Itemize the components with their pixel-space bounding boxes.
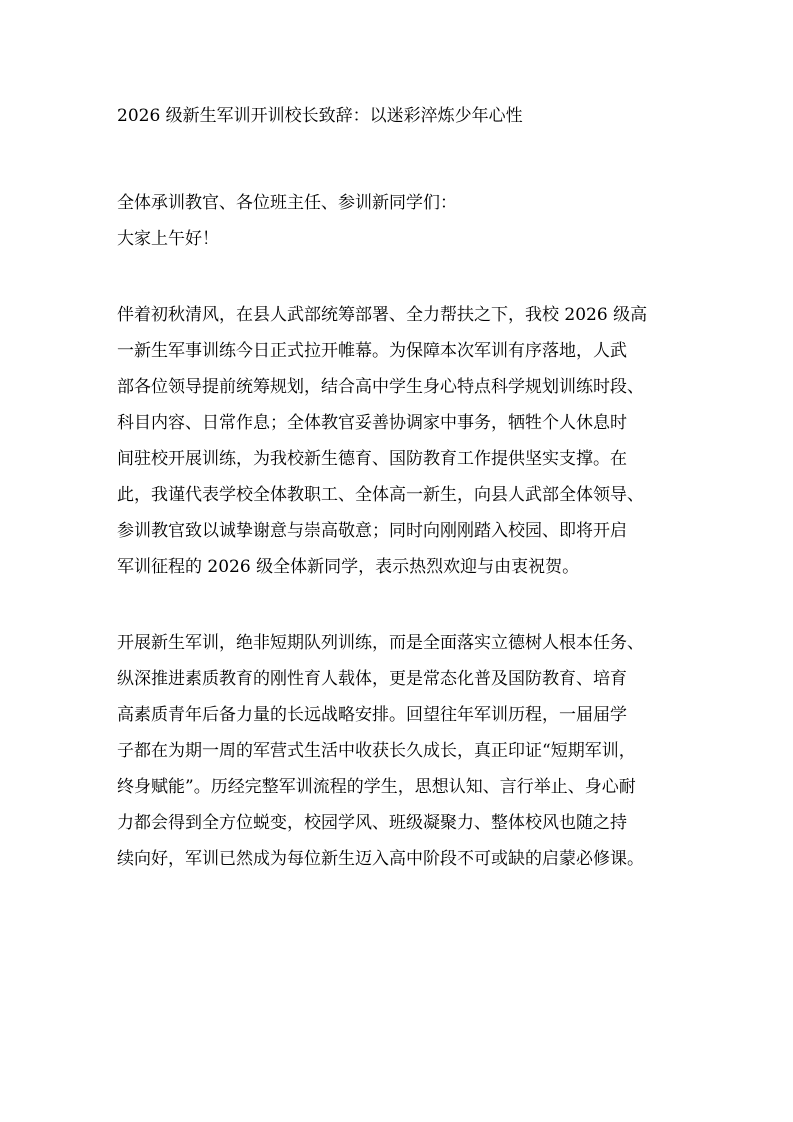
paragraph-line: 伴着初秋清风，在县人武部统筹部署、全力帮扶之下，我校 2026 级高 bbox=[117, 305, 648, 325]
salutation: 全体承训教官、各位班主任、参训新同学们： bbox=[117, 193, 457, 213]
paragraph-line: 子都在为期一周的军营式生活中收获长久成长，真正印证“短期军训， bbox=[117, 741, 636, 761]
paragraph-line: 开展新生军训，绝非短期队列训练，而是全面落实立德树人根本任务、 bbox=[117, 633, 644, 653]
paragraph-gap bbox=[117, 257, 685, 297]
paragraph-line: 力都会得到全方位蜕变，校园学风、班级凝聚力、整体校风也随之持 bbox=[117, 813, 627, 833]
paragraph-line: 一新生军事训练今日正式拉开帷幕。为保障本次军训有序落地，人武 bbox=[117, 341, 627, 361]
paragraph-line: 终身赋能”。历经完整军训流程的学生，思想认知、言行举止、身心耐 bbox=[117, 777, 636, 797]
paragraph-line: 科目内容、日常作息；全体教官妥善协调家中事务，牺牲个人休息时 bbox=[117, 413, 627, 433]
document-title: 2026 级新生军训开训校长致辞：以迷彩淬炼少年心性 bbox=[117, 106, 523, 126]
paragraph-line: 参训教官致以诚挚谢意与崇高敬意；同时向刚刚踏入校园、即将开启 bbox=[117, 521, 627, 541]
paragraph-line: 续向好，军训已然成为每位新生迈入高中阶段不可或缺的启蒙必修课。 bbox=[117, 849, 644, 869]
greeting: 大家上午好！ bbox=[117, 229, 219, 249]
paragraph-line: 高素质青年后备力量的长远战略安排。回望往年军训历程，一届届学 bbox=[117, 705, 627, 725]
paragraph-1 bbox=[117, 297, 685, 585]
paragraph-gap bbox=[117, 585, 685, 625]
paragraph-line: 此，我谨代表学校全体教职工、全体高一新生，向县人武部全体领导、 bbox=[117, 485, 644, 505]
paragraph-line: 纵深推进素质教育的刚性育人载体，更是常态化普及国防教育、培育 bbox=[117, 669, 627, 689]
paragraph-line: 军训征程的 2026 级全体新同学，表示热烈欢迎与由衷祝贺。 bbox=[117, 557, 580, 577]
paragraph-line: 部各位领导提前统筹规划，结合高中学生身心特点科学规划训练时段、 bbox=[117, 377, 644, 397]
paragraph-2 bbox=[117, 625, 685, 877]
document-body bbox=[117, 98, 685, 877]
paragraph-line: 间驻校开展训练，为我校新生德育、国防教育工作提供坚实支撑。在 bbox=[117, 449, 627, 469]
